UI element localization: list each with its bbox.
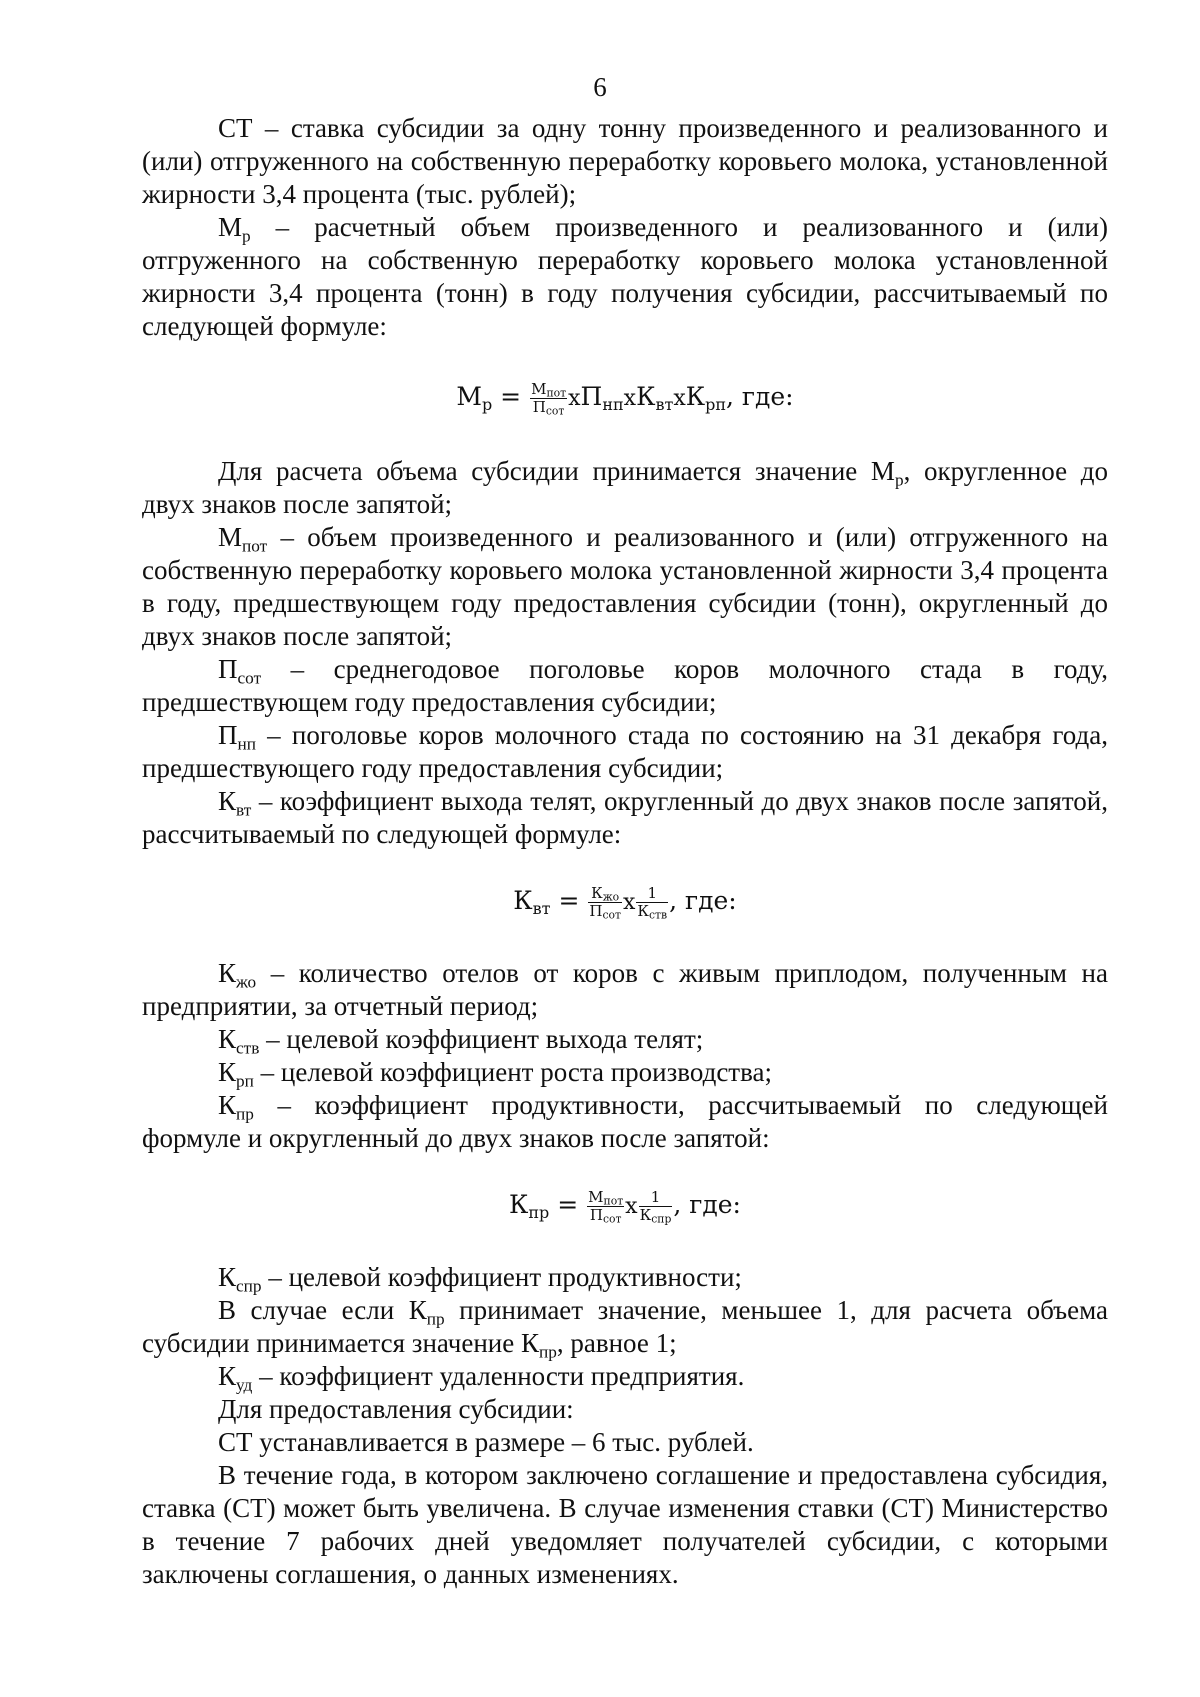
paragraph-kspr: $К_{спр}$ – целевой коэффициент продуктивности; xyxy=(218,1262,742,1296)
paragraph-mpot: $М_{пот}$ – объем произведенного и реализованного и (или) отгруженного на собственную переработку коровьего молока установленной жирности 3,4 процента в году, предшествующем году предоставления субсидии (тонн), округленный до двух знаков после запятой; xyxy=(142,522,1108,651)
paragraph-pnp: $П_{нп}$ – поголовье коров молочного стада по состоянию на 31 декабря года, предшествующего году предоставления субсидии; xyxy=(142,720,1108,783)
document-body xyxy=(142,112,1108,1591)
fraction-mpot-psot: $\frac{М_{пот}}{П_{сот}}$ xyxy=(531,380,567,418)
fraction-kzho-psot: $\frac{К_{жо}}{П_{сот}}$ xyxy=(589,884,621,922)
paragraph-kstv: $К_{ств}$ – целевой коэффициент выхода телят; xyxy=(218,1024,704,1058)
paragraph-st-amount: СТ устанавливается в размере – 6 тыс. рублей. xyxy=(218,1427,754,1457)
paragraph-case: В случае если $К_{пр}$ принимает значение, меньшее 1, для расчета объема субсидии принимается значение $К_{пр}$, равное 1; xyxy=(142,1295,1108,1362)
paragraph-psot: $П_{сот}$ – среднегодовое поголовье коров молочного стада в году, предшествующем году предоставления субсидии; xyxy=(142,654,1108,717)
paragraph-kzho: $К_{жо}$ – количество отелов от коров с живым приплодом, полученным на предприятии, за отчетный период; xyxy=(142,958,1108,1021)
page-number: 6 xyxy=(593,72,607,102)
fraction-one-kspr: $\frac{1}{К_{спр}}$ xyxy=(639,1188,672,1226)
paragraph-kpr: $К_{пр}$ – коэффициент продуктивности, рассчитываемый по следующей формуле и округленный до двух знаков после запятой: xyxy=(142,1090,1108,1153)
paragraph-krp: $К_{рп}$ – целевой коэффициент роста производства; xyxy=(218,1057,772,1091)
formula-kvt: $К_{вт}$ = $\frac{К_{жо}}{П_{сот}}$ х $\frac{1}{К_{ств}}$ , где: xyxy=(513,884,737,922)
paragraph-kud: $К_{уд}$ – коэффициент удаленности предприятия. xyxy=(218,1361,745,1395)
paragraph-for-subsidy: Для предоставления субсидии: xyxy=(218,1394,574,1424)
formula-mr: $М_р$ = $\frac{М_{пот}}{П_{сот}}$ $хП_{нп}хК_{вт}хК_{рп}$, где: xyxy=(456,380,794,418)
paragraph-mr: $М_р$ – расчетный объем произведенного и реализованного и (или) отгруженного на собственную переработку коровьего молока установленной жирности 3,4 процента (тонн) в году получения субсидии, рассчитываемый по следующей формуле: xyxy=(142,212,1108,341)
paragraph-final: В течение года, в котором заключено соглашение и предоставлена субсидия, ставка (СТ) может быть увеличена. В случае изменения ставки (СТ) Министерство в течение 7 рабочих дней уведомляет получателей субсидии, с которыми заключены соглашения, о данных изменениях. xyxy=(142,1460,1108,1589)
paragraph-kvt: $К_{вт}$ – коэффициент выхода телят, округленный до двух знаков после запятой, рассчитываемый по следующей формуле: xyxy=(142,786,1108,849)
paragraph-st: СТ – ставка субсидии за одну тонну произведенного и реализованного и (или) отгруженного на собственную переработку коровьего молока, установленной жирности 3,4 процента (тыс. рублей); xyxy=(142,113,1108,209)
paragraph-rounding: Для расчета объема субсидии принимается значение $М_р$, округленное до двух знаков после запятой; xyxy=(142,456,1108,519)
fraction-mpot-psot-2: $\frac{М_{пот}}{П_{сот}}$ xyxy=(588,1188,624,1226)
fraction-one-kstv: $\frac{1}{К_{ств}}$ xyxy=(637,884,668,922)
formula-kpr: $К_{пр}$ = $\frac{М_{пот}}{П_{сот}}$ х $\frac{1}{К_{спр}}$ , где: xyxy=(509,1188,741,1226)
